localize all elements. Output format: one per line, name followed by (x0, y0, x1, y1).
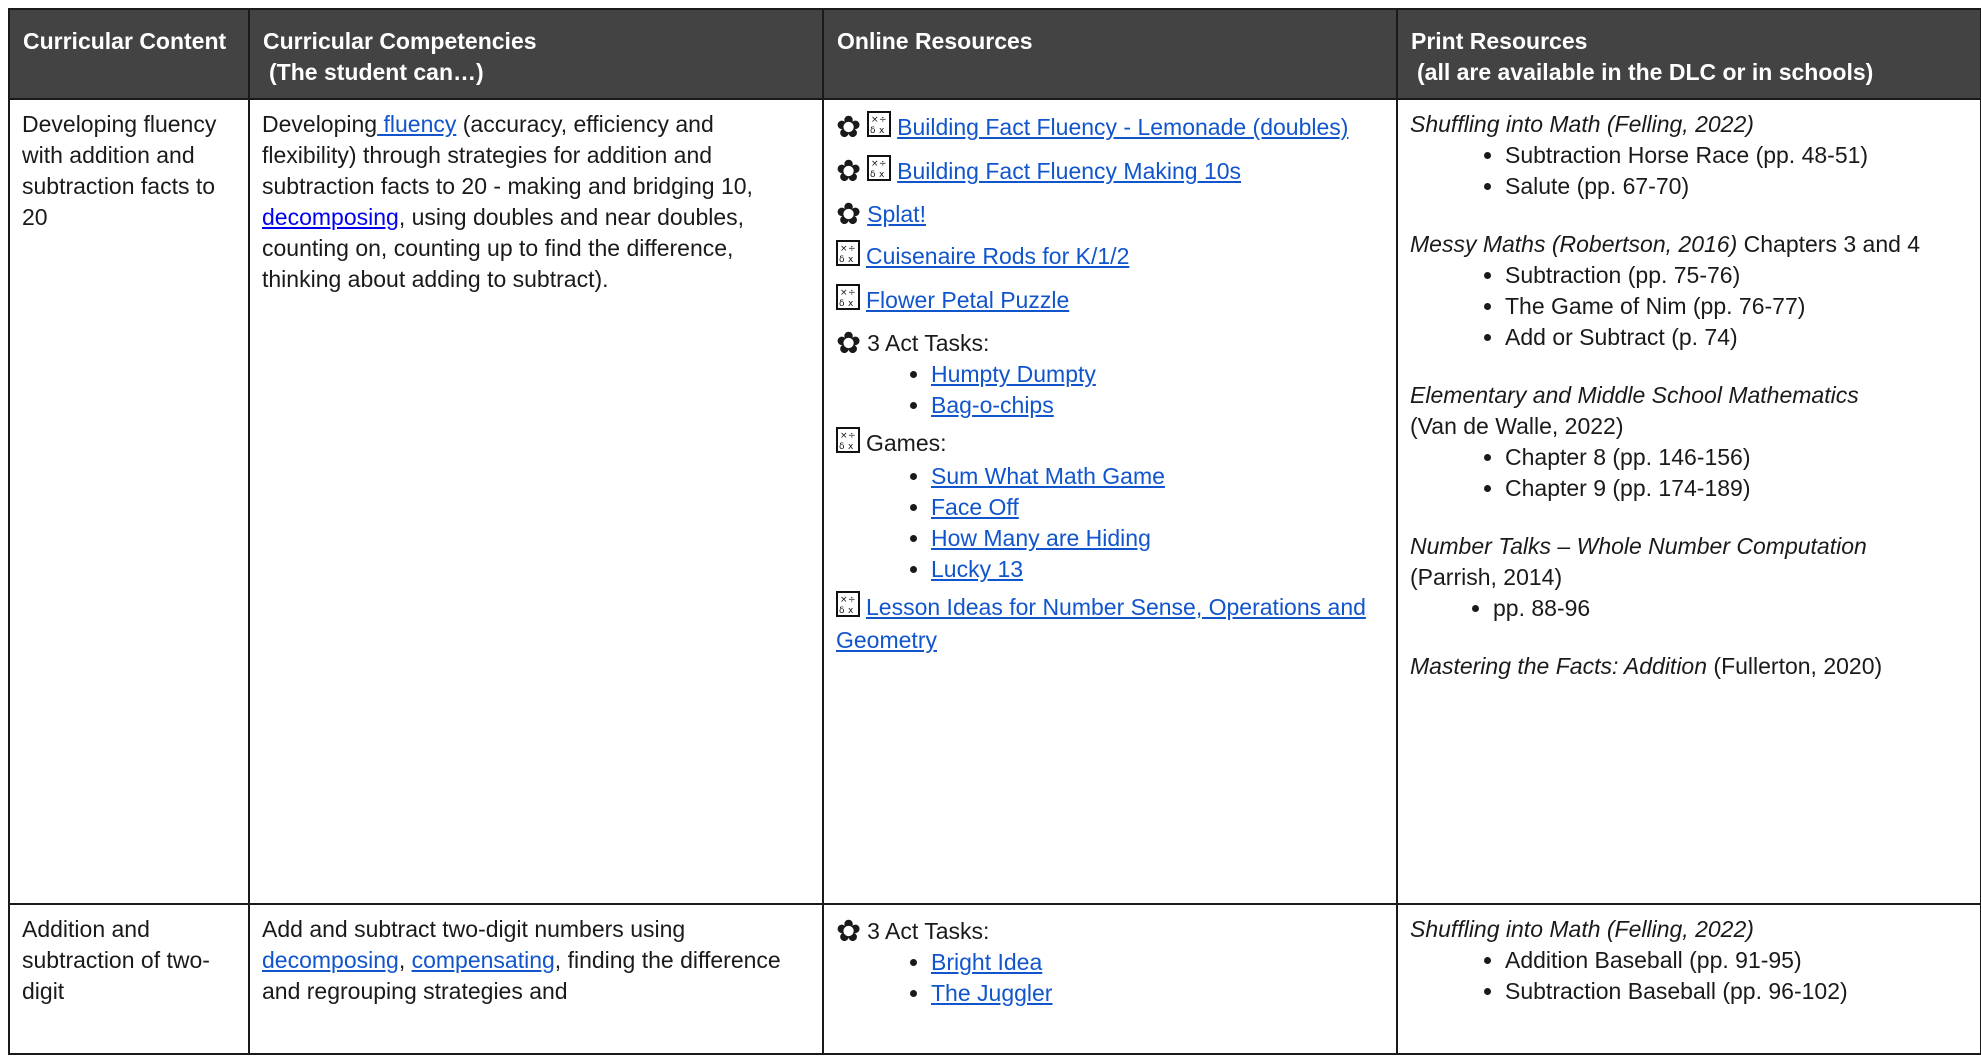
competency-text-part: , finding the difference and regrouping strategies and (262, 947, 781, 1004)
list-item: • Subtraction Horse Race (pp. 48-51) (1505, 140, 1968, 171)
splat-link[interactable]: Splat! (867, 201, 926, 227)
header-curricular-content (9, 9, 249, 99)
header-curricular-content-label: Curricular Content (23, 28, 227, 54)
gear-icon: ✿ (836, 198, 862, 231)
resource-item (836, 199, 1384, 230)
gear-icon: ✿ (836, 327, 862, 360)
book-title: Shuffling into Math (Felling, 2022) (1410, 111, 1754, 137)
competency-text (262, 107, 810, 295)
curriculum-table (8, 8, 1981, 1055)
online-resources-cell (823, 904, 1397, 1054)
svg-text:×: × (840, 595, 848, 605)
header-print-label: Print Resources (1411, 28, 1588, 54)
decomposing-link[interactable]: decomposing (262, 947, 399, 973)
the-juggler-link[interactable]: The Juggler (931, 980, 1053, 1006)
curricular-content-cell (9, 904, 249, 1054)
list-item: • pp. 88-96 (1493, 593, 1968, 624)
list-item: • Subtraction (pp. 75-76) (1505, 260, 1968, 291)
list-item (931, 359, 1384, 390)
book-note: Chapters 3 and 4 (1737, 231, 1921, 257)
resource-item (836, 155, 1384, 189)
svg-text:x: x (848, 255, 854, 265)
math-symbols-icon (836, 427, 860, 461)
three-act-tasks-list (836, 359, 1384, 421)
list-item: • Subtraction Baseball (pp. 96-102) (1505, 976, 1968, 1007)
svg-text:×: × (871, 159, 879, 169)
list-item (931, 947, 1384, 978)
book-title: Elementary and Middle School Mathematics (1410, 382, 1859, 408)
print-book-messy-maths (1410, 229, 1968, 353)
resource-group-3-act (836, 328, 1384, 421)
svg-text:÷: ÷ (848, 288, 856, 298)
math-symbols-icon (867, 111, 891, 145)
svg-text:x: x (879, 170, 885, 180)
face-off-link[interactable]: Face Off (931, 494, 1019, 520)
svg-text:÷: ÷ (879, 159, 887, 169)
book-note: (Van de Walle, 2022) (1410, 413, 1624, 439)
print-book-number-talks (1410, 531, 1968, 624)
header-curricular-competencies (249, 9, 823, 99)
building-fact-fluency-making-10s-link[interactable]: Building Fact Fluency Making 10s (897, 158, 1242, 184)
header-competencies-label: Curricular Competencies (263, 28, 537, 54)
book-title: Mastering the Facts: Addition (1410, 653, 1708, 679)
header-print-resources (1397, 9, 1981, 99)
book-note: (Parrish, 2014) (1410, 564, 1563, 590)
book-items-list (1410, 442, 1968, 504)
print-book-mastering-facts (1410, 651, 1968, 682)
list-item (931, 461, 1384, 492)
list-item (931, 978, 1384, 1009)
svg-text:x: x (848, 299, 854, 309)
bright-idea-link[interactable]: Bright Idea (931, 949, 1043, 975)
math-symbols-icon (836, 284, 860, 318)
competency-text (262, 912, 810, 1007)
book-title: Messy Maths (Robertson, 2016) (1410, 231, 1738, 257)
book-items-list (1410, 140, 1968, 202)
gear-icon: ✿ (836, 915, 862, 948)
decomposing-link[interactable]: decomposing (262, 204, 399, 230)
lesson-ideas-link[interactable]: Lesson Ideas for Number Sense, Operations and Geometry (836, 594, 1366, 653)
svg-text:×: × (840, 288, 848, 298)
math-symbols-icon (867, 155, 891, 189)
svg-text:÷: ÷ (879, 115, 887, 125)
lucky-13-link[interactable]: Lucky 13 (931, 556, 1024, 582)
table-row (9, 99, 1981, 904)
sum-what-math-game-link[interactable]: Sum What Math Game (931, 463, 1165, 489)
book-title: Shuffling into Math (Felling, 2022) (1410, 916, 1754, 942)
svg-text:δ: δ (839, 299, 845, 309)
resource-group-games (836, 427, 1384, 585)
cuisenaire-rods-link[interactable]: Cuisenaire Rods for K/1/2 (866, 243, 1130, 269)
competency-text-part: (accuracy, efficiency and flexibility) through strategies for addition and subtraction facts to 20 - making and bridging 10, (262, 111, 753, 199)
gear-icon: ✿ (836, 155, 862, 188)
curricular-competency-cell (249, 99, 823, 904)
svg-text:÷: ÷ (848, 244, 856, 254)
list-item: • Addition Baseball (pp. 91-95) (1505, 945, 1968, 976)
building-fact-fluency-lemonade-link[interactable]: Building Fact Fluency - Lemonade (doubles) (897, 114, 1349, 140)
list-item (931, 492, 1384, 523)
svg-text:δ: δ (839, 606, 845, 616)
book-note: (Fullerton, 2020) (1707, 653, 1883, 679)
list-item: • Chapter 9 (pp. 174-189) (1505, 473, 1968, 504)
svg-text:x: x (848, 606, 854, 616)
print-resources-cell (1397, 904, 1981, 1054)
book-items-list (1410, 593, 1968, 624)
resource-item (836, 111, 1384, 145)
list-item (931, 523, 1384, 554)
curricular-content-text: Developing fluency with addition and subtraction facts to 20 (22, 111, 217, 230)
header-online-label: Online Resources (837, 28, 1033, 54)
bag-o-chips-link[interactable]: Bag-o-chips (931, 392, 1054, 418)
list-item: • The Game of Nim (pp. 76-77) (1505, 291, 1968, 322)
curricular-content-cell (9, 99, 249, 904)
online-resources-cell (823, 99, 1397, 904)
gear-icon: ✿ (836, 111, 862, 144)
competency-text-part: Add and subtract two-digit numbers using (262, 916, 686, 942)
list-item (931, 390, 1384, 421)
three-act-tasks-label: 3 Act Tasks: (867, 330, 990, 356)
list-item: • Chapter 8 (pp. 146-156) (1505, 442, 1968, 473)
book-title: Number Talks – Whole Number Computation (1410, 533, 1867, 559)
curricular-competency-cell (249, 904, 823, 1054)
svg-text:x: x (879, 126, 885, 136)
print-book-shuffling (1410, 109, 1968, 202)
book-heading (1410, 229, 1968, 260)
math-symbols-icon (836, 591, 860, 625)
svg-text:×: × (840, 244, 848, 254)
svg-text:δ: δ (870, 126, 876, 136)
header-online-resources (823, 9, 1397, 99)
resource-item (836, 591, 1384, 656)
svg-text:×: × (840, 431, 848, 441)
svg-text:δ: δ (839, 442, 845, 452)
three-act-tasks-list (836, 947, 1384, 1009)
list-item (931, 554, 1384, 585)
list-item: • Salute (pp. 67-70) (1505, 171, 1968, 202)
competency-text-part: , using doubles and near doubles, counting on, counting up to find the difference, thinking about adding to subtract). (262, 204, 745, 292)
print-book-van-de-walle (1410, 380, 1968, 504)
flower-petal-puzzle-link[interactable]: Flower Petal Puzzle (866, 287, 1070, 313)
compensating-link[interactable]: compensating (411, 947, 555, 973)
header-print-sub: (all are available in the DLC or in schools) (1417, 59, 1874, 85)
competency-text-part: , (398, 947, 412, 973)
games-list (836, 461, 1384, 585)
svg-text:÷: ÷ (848, 431, 856, 441)
three-act-tasks-label: 3 Act Tasks: (867, 918, 990, 944)
print-resources-cell (1397, 99, 1981, 904)
math-symbols-icon (836, 240, 860, 274)
svg-text:×: × (871, 115, 879, 125)
resource-group-3-act (836, 912, 1384, 1009)
resource-item (836, 284, 1384, 318)
list-item: • Add or Subtract (p. 74) (1505, 322, 1968, 353)
book-items-list (1410, 945, 1968, 1007)
book-items-list (1410, 260, 1968, 353)
humpty-dumpty-link[interactable]: Humpty Dumpty (931, 361, 1096, 387)
table-row (9, 904, 1981, 1054)
competency-text-part: Developing (262, 111, 378, 137)
svg-text:δ: δ (839, 255, 845, 265)
games-label: Games: (866, 430, 947, 456)
svg-text:x: x (848, 442, 854, 452)
print-book-shuffling (1410, 912, 1968, 1007)
svg-text:δ: δ (870, 170, 876, 180)
svg-text:÷: ÷ (848, 595, 856, 605)
how-many-are-hiding-link[interactable]: How Many are Hiding (931, 525, 1151, 551)
fluency-link[interactable]: fluency (377, 111, 457, 137)
header-competencies-sub: (The student can…) (269, 59, 484, 85)
curricular-content-text: Addition and subtraction of two-digit (22, 916, 210, 1004)
resource-item (836, 240, 1384, 274)
header-row (9, 9, 1981, 99)
